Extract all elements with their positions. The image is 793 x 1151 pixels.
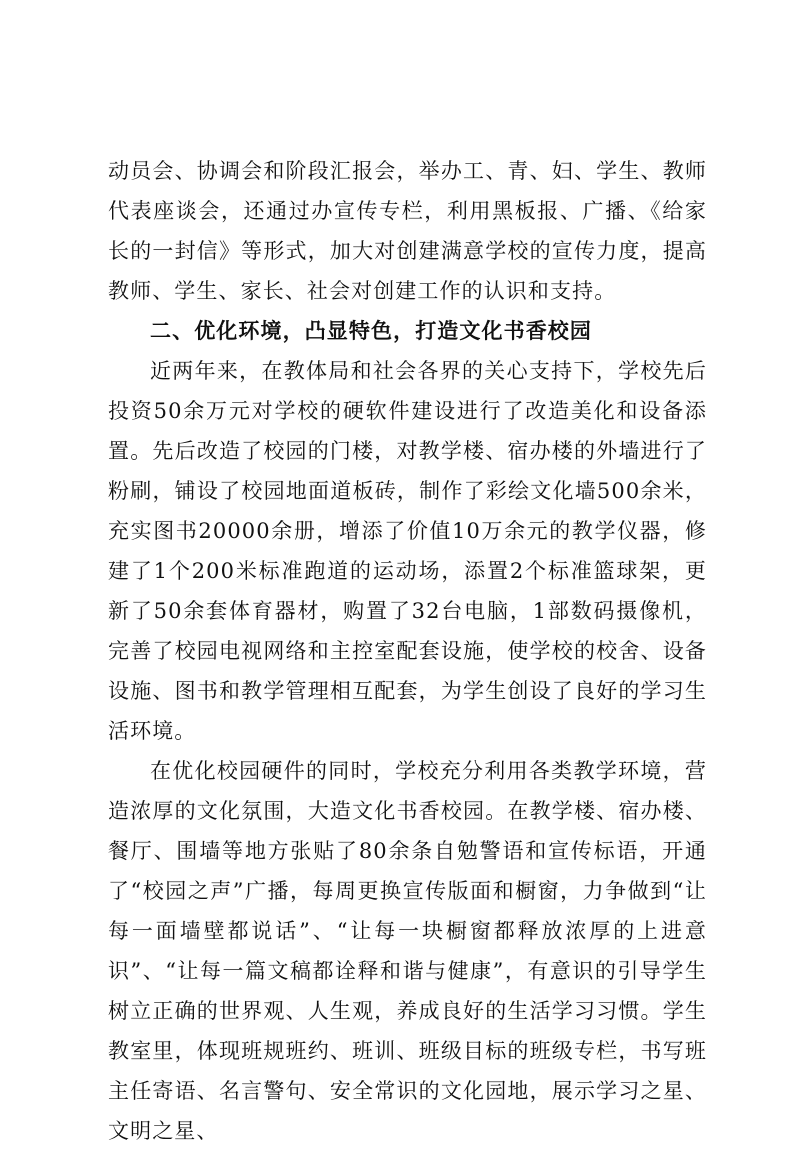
paragraph-environment: 近两年来，在教体局和社会各界的关心支持下，学校先后投资50余万元对学校的硬软件建设进行了改造美化和设备添置。先后改造了校园的门楼，对教学楼、宿办楼的外墙进行了粉刷，铺设了校园地面道板砖，制作了彩绘文化墙500余米，充实图书20000余册，增添了价值10万余元的教学仪器，修建了1个200米标准跑道的运动场，添置2个标准篮球架，更新了50余套体育器材，购置了32台电脑，1部数码摄像机，完善了校园电视网络和主控室配套设施，使学校的校舍、设备设施、图书和教学管理相互配套，为学生创设了良好的学习生活环境。 [108, 359, 707, 743]
paragraph-culture: 在优化校园硬件的同时，学校充分利用各类教学环境，营造浓厚的文化氛围，大造文化书香校园。在教学楼、宿办楼、餐厅、围墙等地方张贴了80余条自勉警语和宣传标语，开通了“校园之声”广播，每周更换宣传版面和橱窗，力争做到“让每一面墙壁都说话”、“让每一块橱窗都释放浓厚的上进意识”、“让每一篇文稿都诠释和谐与健康”，有意识的引导学生树立正确的世界观、人生观，养成良好的生活学习习惯。学生教室里，体现班规班约、班训、班级目标的班级专栏，书写班主任寄语、名言警句、安全常识的文化园地，展示学习之星、文明之星、 [108, 759, 707, 1143]
paragraph-continued: 动员会、协调会和阶段汇报会，举办工、青、妇、学生、教师代表座谈会，还通过办宣传专栏，利用黑板报、广播、《给家长的一封信》等形式，加大对创建满意学校的宣传力度，提高教师、学生、家长、社会对创建工作的认识和支持。 [108, 159, 707, 303]
section-heading: 二、优化环境，凸显特色，打造文化书香校园 [150, 319, 592, 343]
